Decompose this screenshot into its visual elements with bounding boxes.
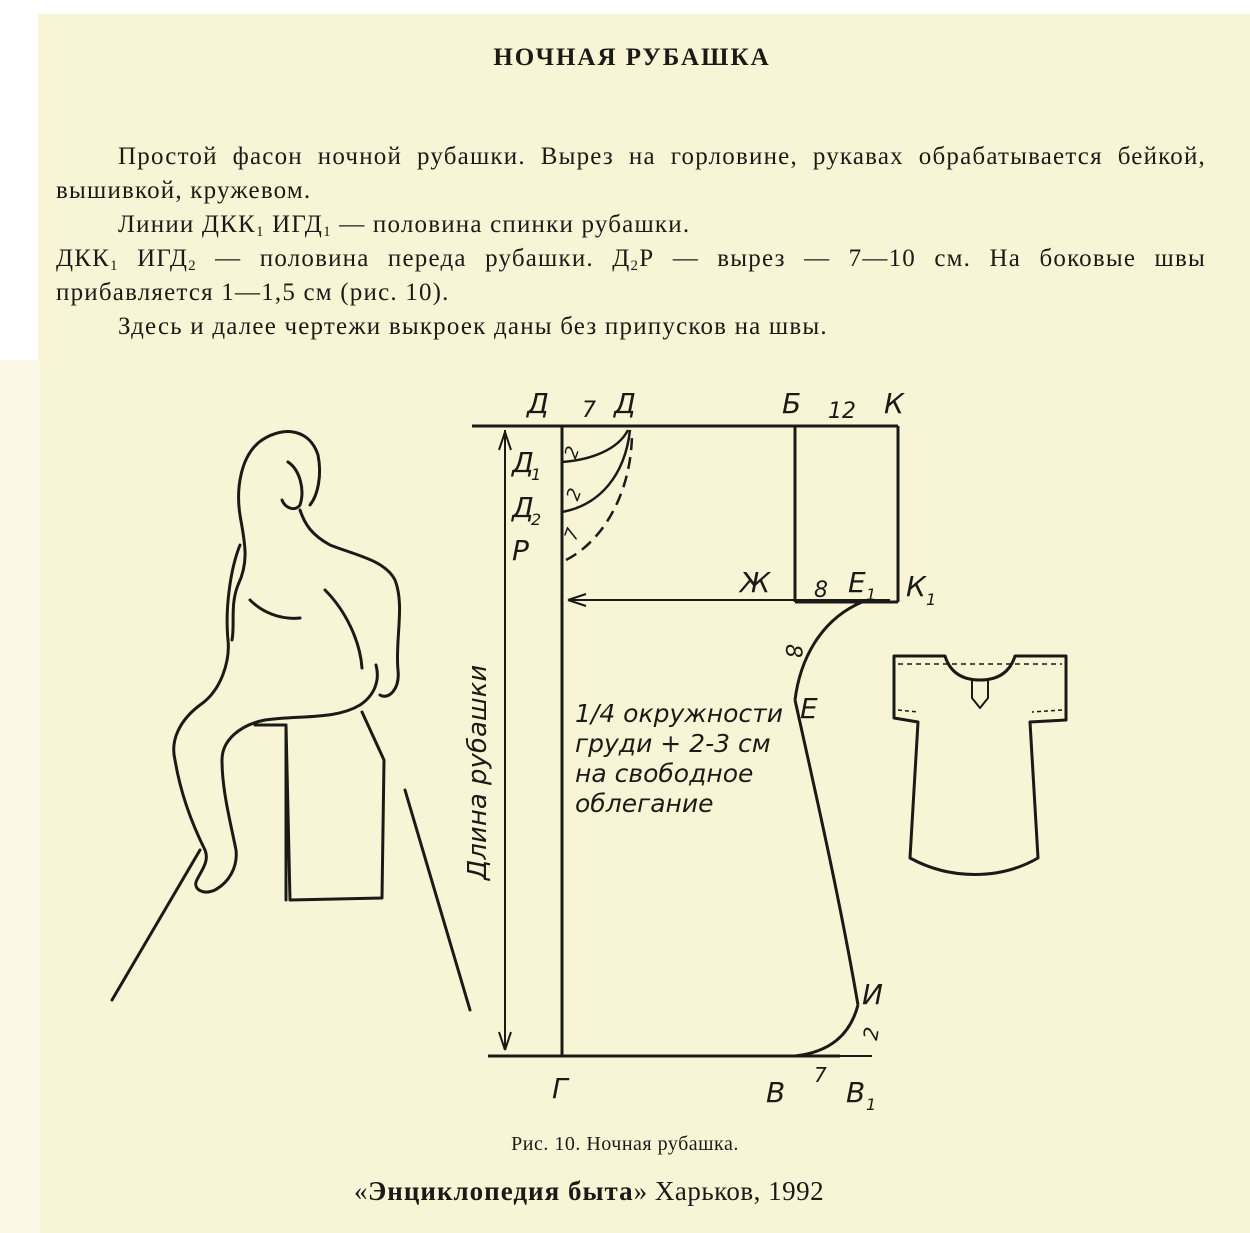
label-e: Е [800,692,818,725]
source-citation [354,1176,824,1207]
label-v1-sub: 1 [866,1095,877,1114]
label-v: В [766,1076,786,1109]
p3-text: ДКК [56,245,111,272]
label-seven-top: 7 [582,398,596,423]
label-d1-sub: 1 [531,465,542,484]
label-eight-top: 8 [814,578,828,603]
label-seven-curve: 7 [560,525,585,544]
paragraph-4: Здесь и далее чертежи выкроек даны без припусков на швы. [118,313,828,340]
label-g: Г [552,1072,568,1105]
label-d1: Д [512,446,534,479]
label-two-a: 2 [560,443,585,462]
label-d-left: Д [527,387,549,420]
page-title: НОЧНАЯ РУБАШКА [493,44,771,71]
p3-sub: 2 [630,258,640,274]
p2-sub: 1 [255,224,265,240]
p3-sub: 1 [110,258,119,274]
note-line-1: 1/4 окружности [575,699,783,728]
label-b: Б [782,387,802,420]
p2-text: ИГД [264,211,324,238]
label-k: К [884,387,904,420]
label-length: Длина рубашки [463,664,493,880]
p2-text: Линии ДКК [118,211,256,238]
label-k1-sub: 1 [926,590,937,609]
label-d-right: Д [614,387,636,420]
note-line-4: облегание [575,789,714,818]
pattern-labels [463,387,936,1114]
label-e1: Е [848,566,866,599]
label-zh: Ж [740,566,771,599]
label-i: И [862,978,883,1011]
label-twelve: 12 [828,399,856,424]
label-d2-sub: 2 [531,510,542,529]
source-book: Энциклопедия быта [368,1176,634,1206]
label-p: Р [512,534,529,567]
figure-caption: Рис. 10. Ночная рубашка. [511,1133,739,1155]
label-seven-bottom: 7 [814,1063,827,1087]
label-two-b: 2 [562,485,587,504]
p3-text: ИГД [118,245,189,272]
label-e1-sub: 1 [866,585,877,604]
nightgown-sketch [894,656,1066,875]
p3-sub: 2 [188,258,197,274]
p2-text: — половина спинки рубашки. [331,211,691,238]
note-line-3: на свободное [575,759,754,788]
source-quote: « [354,1176,368,1206]
p3-text: — половина переда рубашки. Д [196,245,631,272]
label-eight-side: 8 [780,644,805,658]
note-line-2: груди + 2-3 см [575,729,771,758]
label-d2: Д [512,491,534,524]
label-two-bottom: 2 [858,1025,885,1042]
paragraph-1: Простой фасон ночной рубашки. Вырез на горловине, рукавах обрабатывается бейкой, вышивкой, кружевом. [56,143,1206,204]
label-k1: К [906,570,926,603]
woman-figure-illustration [112,432,470,1010]
p2-sub: 1 [323,224,332,240]
source-rest: » Харьков, 1992 [633,1176,825,1206]
p3-text: Р — вырез — 7—10 см. На боковые швы прибавляется 1—1,5 см (рис. 10). [56,245,1206,306]
label-v1: В [846,1076,866,1109]
